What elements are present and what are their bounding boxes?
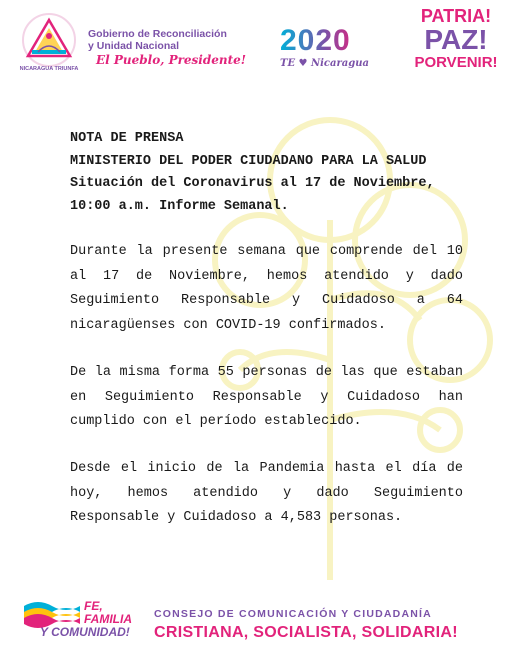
government-name	[88, 28, 227, 52]
letterhead-header	[0, 0, 532, 90]
gov-name-line2: y Unidad Nacional	[88, 40, 180, 52]
ffc-line3: Y COMUNIDAD!	[40, 625, 130, 639]
heading-line-1: NOTA DE PRENSA	[70, 131, 184, 146]
fe-familia-comunidad-logo	[40, 600, 132, 639]
government-motto: El Pueblo, Presidente!	[96, 53, 247, 67]
heading-line-2: MINISTERIO DEL PODER CIUDADANO PARA LA SALUD	[70, 153, 427, 169]
gov-name-line1: Gobierno de Reconciliación	[88, 28, 227, 40]
ffc-line2: FAMILIA	[84, 612, 132, 626]
emblem-caption: NICARAGUA TRIUNFA	[19, 66, 79, 72]
patria-paz-porvenir-logo	[402, 6, 510, 72]
ffc-line1: FE,	[84, 599, 103, 613]
heading-line-3: Situación del Coronavirus al 17 de Noviembre,	[70, 176, 435, 191]
heading-line-4: 10:00 a.m. Informe Semanal.	[70, 198, 289, 214]
patria-text: PATRIA!	[420, 6, 492, 26]
press-release-body	[70, 128, 463, 531]
consejo-text: CONSEJO DE COMUNICACIÓN Y CIUDADANÍA	[154, 608, 432, 620]
year-subtitle: TE ♥ Nicaragua	[280, 58, 369, 69]
paragraph-total: Desde el inicio de la Pandemia hasta el día de hoy, hemos atendido y dado Seguimiento Responsable y Cuidadoso a 4,583 personas.	[70, 460, 463, 526]
year-number: 2020	[280, 26, 392, 56]
porvenir-text: PORVENIR!	[414, 54, 498, 71]
paz-text: PAZ!	[424, 24, 488, 55]
slogan-text: CRISTIANA, SOCIALISTA, SOLIDARIA!	[154, 624, 458, 641]
year-logo	[280, 26, 392, 76]
paragraph-recovered: De la misma forma 55 personas de las que estaban en Seguimiento Responsable y Cuidadoso han cumplido con el período establecido.	[70, 364, 463, 430]
paragraph-weekly-cases: Durante la presente semana que comprende del 10 al 17 de Noviembre, hemos atendido y dado Seguimiento Responsable y Cuidadoso a 64 nicaragüenses con COVID-19 confirmados.	[70, 244, 463, 334]
letterhead-footer	[0, 590, 532, 659]
